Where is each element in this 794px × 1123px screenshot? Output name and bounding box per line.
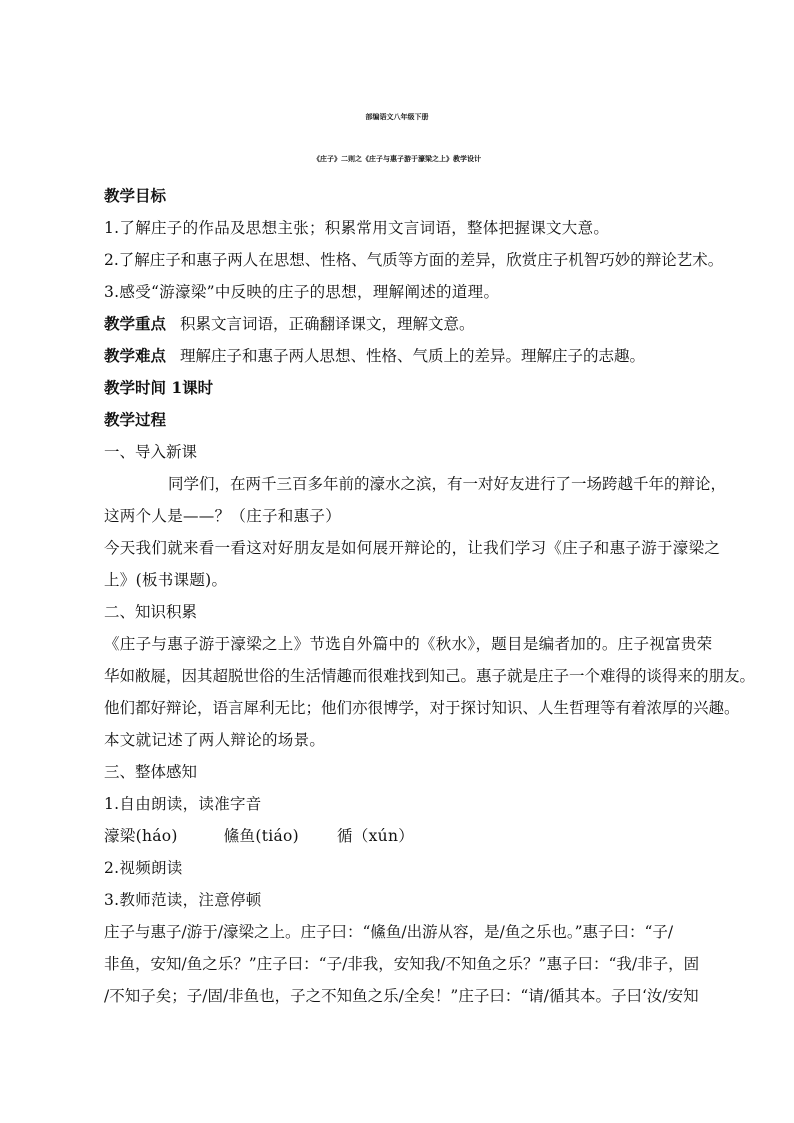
section-2-line-4: 本文就记述了两人辩论的场景。 bbox=[104, 731, 326, 749]
section-1-para-2-line-2: 上》(板书课题)。 bbox=[104, 571, 228, 589]
teaching-time: 教学时间 1课时 bbox=[104, 378, 214, 397]
difficulty-text: 理解庄子和惠子两人思想、性格、气质上的差异。理解庄子的志趣。 bbox=[180, 347, 646, 365]
section-1-para-2-line-1: 今天我们就来看一看这对好朋友是如何展开辩论的，让我们学习《庄子和惠子游于濠梁之 bbox=[104, 539, 721, 557]
reading-line-3: /不知子矣；子/固/非鱼也，子之不知鱼之乐/全矣！”庄子曰：“请/循其本。子曰‘汝/安知 bbox=[104, 987, 699, 1005]
section-3-item-2: 2.视频朗读 bbox=[104, 859, 183, 877]
key-points-line bbox=[104, 314, 475, 334]
section-3-item-3: 3.教师范读，注意停顿 bbox=[104, 891, 262, 909]
section-2-line-2: 华如敝屣，因其超脱世俗的生活情趣而很难找到知己。惠子就是庄子一个难得的谈得来的朋友。 bbox=[104, 667, 756, 685]
key-points-text: 积累文言词语，正确翻译课文，理解文意。 bbox=[180, 315, 475, 333]
process-heading: 教学过程 bbox=[104, 410, 167, 429]
section-2-line-3: 他们都好辩论，语言犀利无比；他们亦很博学，对于探讨知识、人生哲理等有着浓厚的兴趣。 bbox=[104, 699, 740, 717]
pronunciation-line bbox=[104, 826, 414, 846]
difficulty-label: 教学难点 bbox=[104, 346, 167, 365]
goal-item-2: 2.了解庄子和惠子两人在思想、性格、气质等方面的差异，欣赏庄子机智巧妙的辩论艺术。 bbox=[104, 251, 724, 269]
pron-item-2: 鯈鱼(tiáo) bbox=[223, 827, 300, 845]
pron-item-1: 濠梁(háo) bbox=[104, 827, 178, 845]
section-1-para-1-line-2: 这两个人是——？（庄子和惠子） bbox=[104, 507, 342, 525]
doc-subtitle: 《庄子》二则之《庄子与惠子游于濠梁之上》教学设计 bbox=[313, 154, 481, 163]
section-2-heading: 二、知识积累 bbox=[104, 603, 198, 621]
section-1-heading: 一、导入新课 bbox=[104, 443, 198, 461]
goals-heading: 教学目标 bbox=[104, 186, 167, 205]
pron-item-3: 循（xún） bbox=[337, 827, 415, 845]
section-2-line-1: 《庄子与惠子游于濠梁之上》节选自外篇中的《秋水》，题目是编者加的。庄子视富贵荣 bbox=[104, 635, 713, 653]
reading-line-1: 庄子与惠子/游于/濠梁之上。庄子曰：“鯈鱼/出游从容，是/鱼之乐也。”惠子曰：“子/ bbox=[104, 923, 674, 941]
section-3-heading: 三、整体感知 bbox=[104, 763, 198, 781]
section-1-para-1-line-1: 同学们，在两千三百多年前的濠水之滨，有一对好友进行了一场跨越千年的辩论， bbox=[168, 475, 727, 493]
key-points-label: 教学重点 bbox=[104, 314, 167, 333]
goal-item-3: 3.感受“游濠梁”中反映的庄子的思想，理解阐述的道理。 bbox=[104, 283, 500, 301]
reading-line-2: 非鱼，安知/鱼之乐？”庄子曰：“子/非我，安知我/不知鱼之乐？”惠子曰：“我/非子，固 bbox=[104, 955, 700, 973]
difficulty-line bbox=[104, 346, 645, 366]
goal-item-1: 1.了解庄子的作品及思想主张；积累常用文言词语，整体把握课文大意。 bbox=[104, 219, 610, 237]
section-3-item-1: 1.自由朗读，读准字音 bbox=[104, 795, 262, 813]
doc-title: 部编语文八年级下册 bbox=[365, 112, 429, 121]
